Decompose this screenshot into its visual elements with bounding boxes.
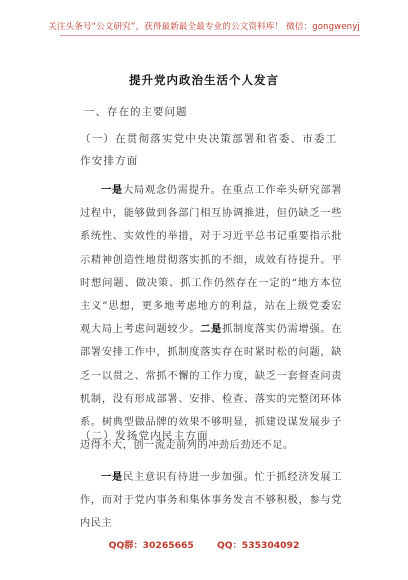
header-banner: 关注头条号“公文研究”，获得最新最全最专业的公文资料库！ 微信：gongwenyj xyxy=(48,22,360,32)
lead-marker-second: 二是 xyxy=(200,323,223,336)
lead-marker-first: 一是 xyxy=(101,184,123,196)
lead-marker-democracy: 一是 xyxy=(101,471,123,483)
paragraph-text-second: 抓制度落实仍需增强。在部署安排工作中，抓制度落实存在时紧时松的问题，缺乏一以贯之、常抓不懈的工作力度，缺乏一套督查问责机制，没有形成部署、安排、检查、落实的完整闭环体系。树典型做品牌的效果不够明显，抓建设谋发展步子迈得不大，创一流走前列的冲劲后劲还不足。 xyxy=(80,324,343,452)
paragraph-democracy xyxy=(80,466,342,536)
paragraph-text-democracy: 民主意识有待进一步加强。忙于抓经济发展工作，而对于党内事务和集体事务发言不够积极，参与党内民主 xyxy=(80,472,343,530)
footer-qq-group: QQ群：30265665 xyxy=(108,540,194,551)
footer-qq: QQ：535304092 xyxy=(217,540,300,551)
document-title: 提升党内政治生活个人发言 xyxy=(129,73,279,87)
header-divider xyxy=(60,35,360,36)
footer-contact xyxy=(0,537,408,551)
subsection-heading-democracy: （二）发扬党内民主方面 xyxy=(80,430,209,442)
subsection-heading-implementation: （一）在贯彻落实党中央决策部署和省委、市委工作安排方面 xyxy=(80,133,338,167)
paragraph-text-first: 大局观念仍需提升。在重点工作牵头研究部署过程中，能够做到各部门相互协调推进，但仍缺乏一些系统性、实效性的举措，对于习近平总书记重要指示批示精神创造性地贯彻落实抓的不细，成效有待提升。平时想问题、做决策、抓工作仍然存在一定的“地方本位主义”思想，更多地考虑地方的利益，站在上级党委宏观大局上考虑问题较少。 xyxy=(80,185,343,336)
paragraph-implementation xyxy=(80,179,342,457)
section-heading-problems: 一、存在的主要问题 xyxy=(84,106,188,118)
